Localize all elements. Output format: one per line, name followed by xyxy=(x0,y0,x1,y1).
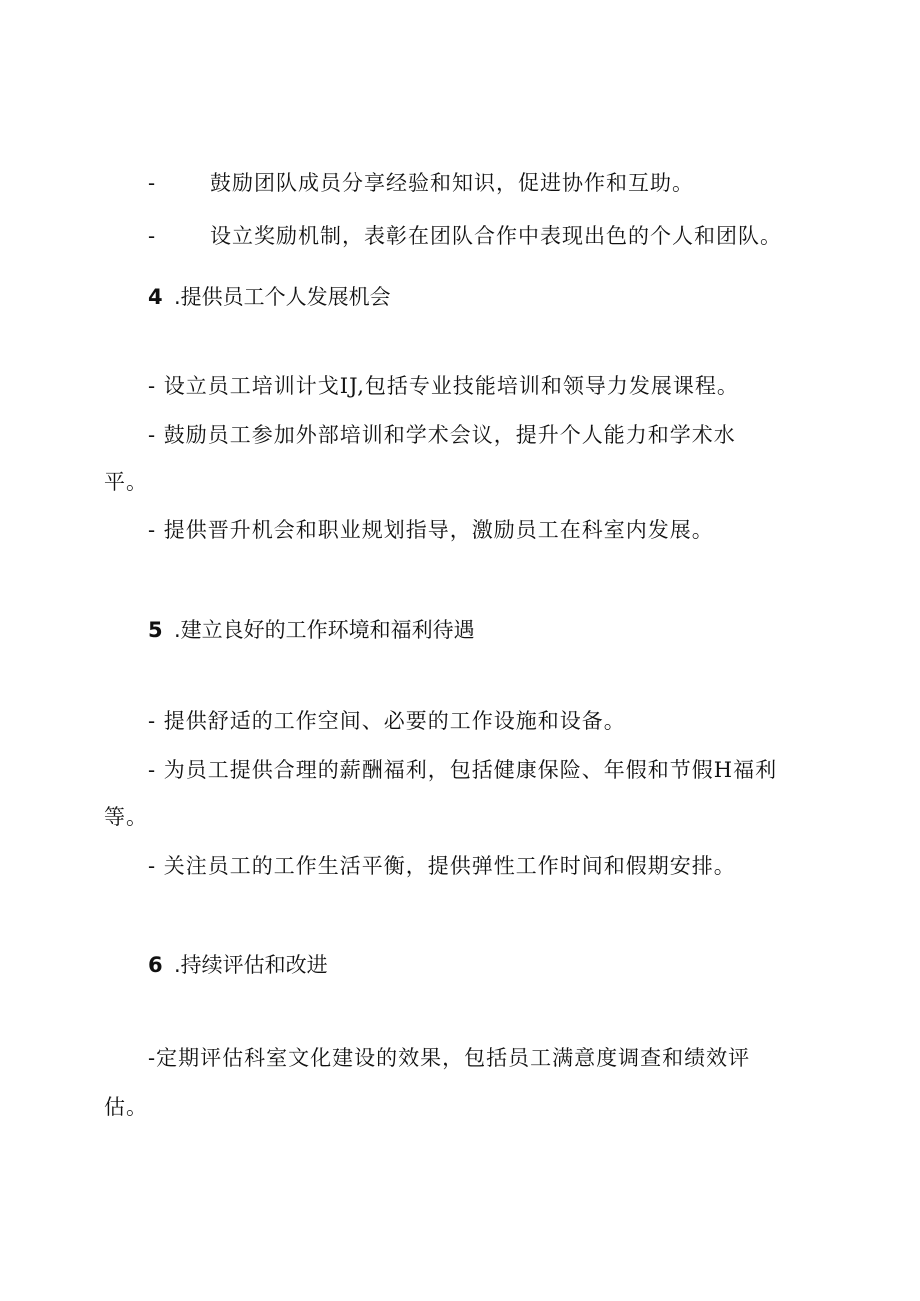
paragraph-line: 等。 xyxy=(104,805,148,829)
paragraph-line: - 提供晋升机会和职业规划指导，激励员工在科室内发展。 xyxy=(148,518,714,542)
section-title: .持续评估和改进 xyxy=(174,953,328,977)
list-dash: - xyxy=(148,171,157,195)
section-number: 5 xyxy=(148,618,163,642)
paragraph-line: - 为员工提供合理的薪酬福利，包括健康保险、年假和节假H福利 xyxy=(148,758,778,782)
paragraph-line: - 提供舒适的工作空间、必要的工作设施和设备。 xyxy=(148,709,626,733)
paragraph-line: 估。 xyxy=(104,1095,148,1119)
section-heading-6 xyxy=(148,950,328,980)
list-item xyxy=(148,221,782,251)
list-item xyxy=(148,168,694,198)
section-number: 4 xyxy=(148,285,163,309)
paragraph-line: - 关注员工的工作生活平衡，提供弹性工作时间和假期安排。 xyxy=(148,854,736,878)
paragraph-line: - 鼓励员工参加外部培训和学术会议，提升个人能力和学术水 xyxy=(148,423,736,447)
section-heading-5 xyxy=(148,615,475,645)
list-dash: - xyxy=(148,224,157,248)
paragraph-line: -定期评估科室文化建设的效果，包括员工满意度调查和绩效评 xyxy=(148,1046,751,1070)
section-title: .建立良好的工作环境和福利待遇 xyxy=(174,618,475,642)
list-item-text: 设立奖励机制，表彰在团队合作中表现出色的个人和团队。 xyxy=(210,224,782,248)
section-heading-4 xyxy=(148,282,391,312)
section-number: 6 xyxy=(148,953,163,977)
paragraph-line: 平。 xyxy=(104,470,148,494)
list-item-text: 鼓励团队成员分享经验和知识，促进协作和互助。 xyxy=(210,171,694,195)
section-title: .提供员工个人发展机会 xyxy=(174,285,391,309)
paragraph-line: - 设立员工培训计戈IJ,包括专业技能培训和领导力发展课程。 xyxy=(148,374,739,398)
